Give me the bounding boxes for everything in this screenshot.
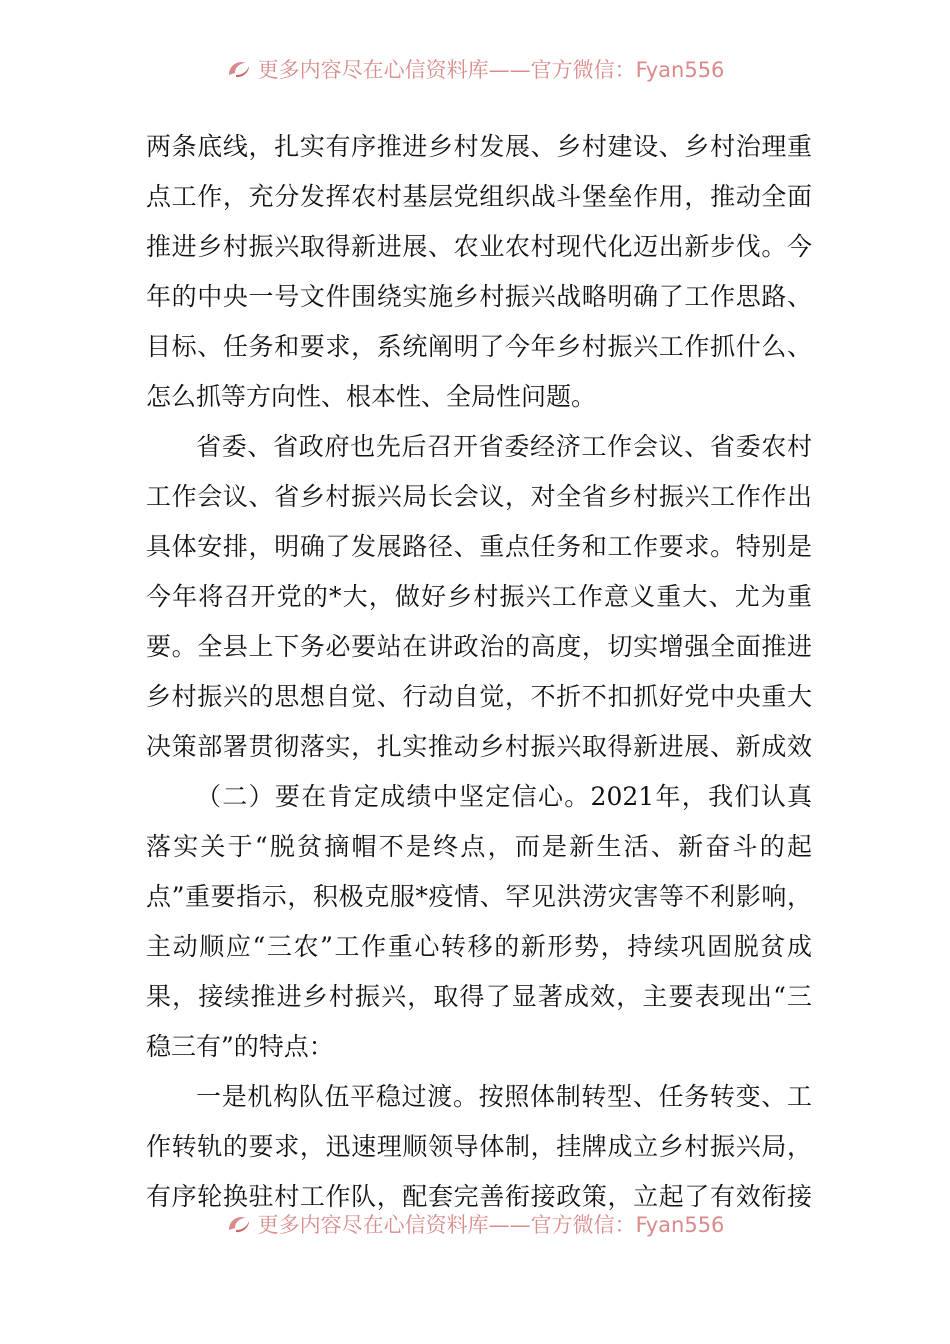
text-line: 有序轮换驻村工作队，配套完善衔接政策，立起了有效衔接	[146, 1182, 812, 1211]
text-line: 一是机构队伍平稳过渡。按照体制转型、任务转变、工	[196, 1082, 812, 1111]
text-line: 两条底线，扎实有序推进乡村发展、乡村建设、乡村治理重	[146, 132, 812, 161]
text-line: 具体安排，明确了发展路径、重点任务和工作要求。特别是	[146, 532, 812, 561]
text-line: 果，接续推进乡村振兴，取得了显著成效，主要表现出“三	[146, 982, 812, 1011]
document-body	[146, 122, 812, 1222]
footer-watermark	[0, 1207, 950, 1241]
watermark-text: 更多内容尽在心信资料库——官方微信：Fyan556	[257, 58, 725, 82]
text-line: 工作会议、省乡村振兴局长会议，对全省乡村振兴工作作出	[146, 482, 812, 511]
text-line: 点”重要指示，积极克服*疫情、罕见洪涝灾害等不利影响，	[146, 882, 812, 911]
header-watermark	[0, 52, 950, 86]
text-line: 稳三有”的特点：	[146, 1032, 334, 1061]
watermark-logo-icon	[226, 1212, 252, 1236]
text-line: 省委、省政府也先后召开省委经济工作会议、省委农村	[196, 432, 812, 461]
watermark-text: 更多内容尽在心信资料库——官方微信：Fyan556	[257, 1213, 725, 1237]
text-line: 主动顺应“三农”工作重心转移的新形势，持续巩固脱贫成	[146, 932, 812, 961]
text-line: 目标、任务和要求，系统阐明了今年乡村振兴工作抓什么、	[146, 332, 812, 361]
text-line: 推进乡村振兴取得新进展、农业农村现代化迈出新步伐。今	[146, 232, 812, 261]
text-line: 乡村振兴的思想自觉、行动自觉，不折不扣抓好党中央重大	[146, 682, 812, 711]
text-line: 作转轨的要求，迅速理顺领导体制，挂牌成立乡村振兴局，	[146, 1132, 812, 1161]
text-line: 怎么抓等方向性、根本性、全局性问题。	[146, 382, 597, 411]
text-line: 今年将召开党的*大，做好乡村振兴工作意义重大、尤为重	[146, 582, 812, 611]
text-line: 落实关于“脱贫摘帽不是终点，而是新生活、新奋斗的起	[146, 832, 812, 861]
text-line: （二）要在肯定成绩中坚定信心。2021年，我们认真	[196, 782, 812, 811]
text-line: 点工作，充分发挥农村基层党组织战斗堡垒作用，推动全面	[146, 182, 812, 211]
text-line: 决策部署贯彻落实，扎实推动乡村振兴取得新进展、新成效	[146, 732, 812, 761]
text-line: 要。全县上下务必要站在讲政治的高度，切实增强全面推进	[146, 632, 812, 661]
text-line: 年的中央一号文件围绕实施乡村振兴战略明确了工作思路、	[146, 282, 812, 311]
watermark-logo-icon	[226, 57, 252, 81]
